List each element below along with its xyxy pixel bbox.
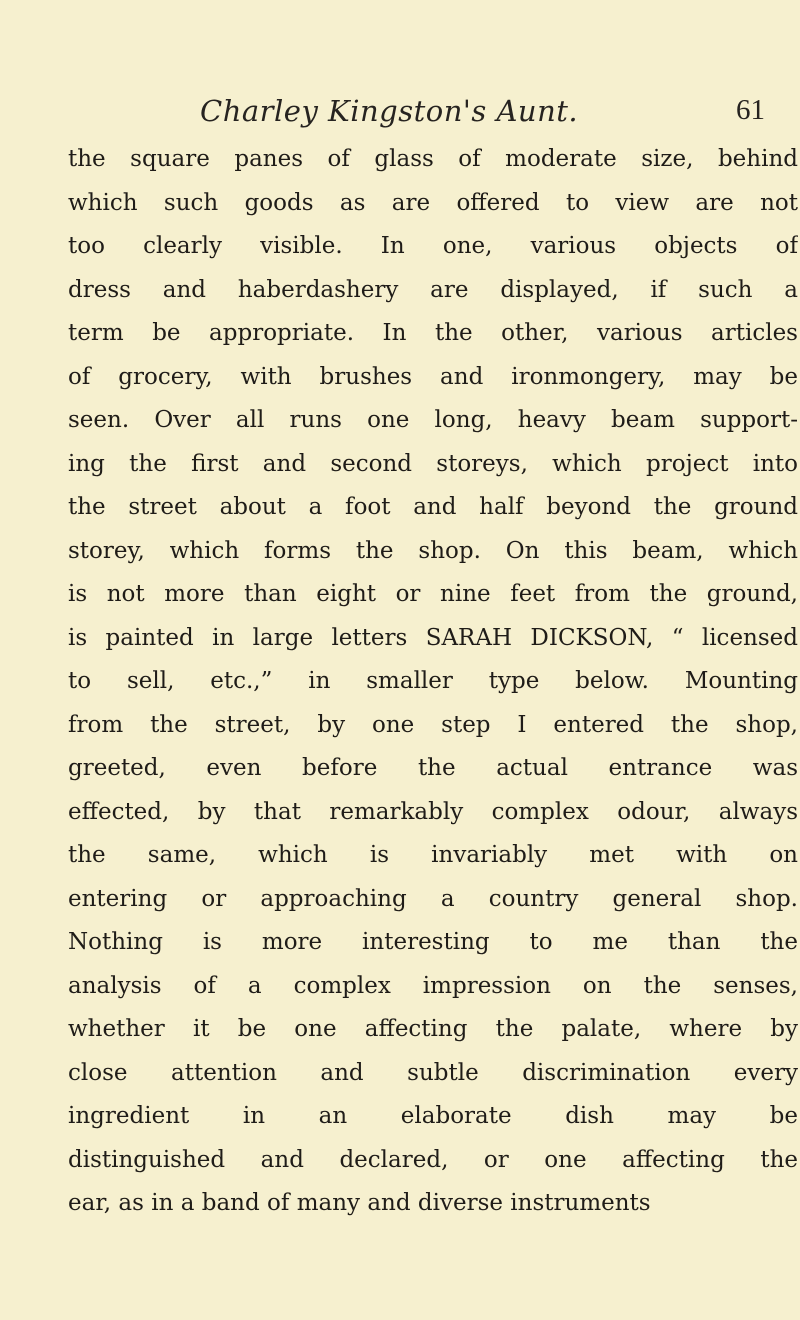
text-line: too clearly visible. In one, various objects of: [68, 233, 798, 259]
text-line: dress and haberdashery are displayed, if such a: [68, 276, 798, 303]
text-line: is painted in large letters SARAH DICKSON, “ licensed: [68, 624, 798, 651]
text-line: close attention and subtle discrimination every: [68, 1059, 798, 1086]
text-line: the square panes of glass of moderate size, behind: [68, 146, 798, 172]
text-line: is not more than eight or nine feet from the ground,: [68, 581, 798, 607]
text-line: term be appropriate. In the other, various articles: [68, 320, 798, 346]
text-line: the same, which is invariably met with on: [68, 842, 798, 868]
text-line: greeted, even before the actual entrance was: [68, 755, 798, 781]
text-line: seen. Over all runs one long, heavy beam support-: [68, 407, 798, 433]
text-line: which such goods as are offered to view are not: [68, 189, 798, 216]
text-line: ingredient in an elaborate dish may be: [68, 1103, 798, 1129]
text-line: from the street, by one step I entered the shop,: [68, 711, 798, 738]
text-line: distinguished and declared, or one affecting the: [68, 1146, 798, 1173]
text-line: effected, by that remarkably complex odour, always: [68, 798, 798, 825]
running-title: Charley Kingston's Aunt.: [200, 94, 579, 128]
text-line: entering or approaching a country general shop.: [68, 885, 798, 912]
text-line: ear, as in a band of many and diverse instruments: [68, 1190, 651, 1216]
text-line: storey, which forms the shop. On this beam, which: [68, 537, 798, 564]
text-line: Nothing is more interesting to me than the: [68, 929, 798, 955]
text-line: whether it be one affecting the palate, where by: [68, 1016, 798, 1042]
body-text: [68, 138, 798, 1226]
text-line: analysis of a complex impression on the senses,: [68, 972, 798, 999]
text-line: to sell, etc.,” in smaller type below. Mounting: [68, 668, 798, 694]
text-line: ing the first and second storeys, which project into: [68, 450, 798, 477]
text-line: of grocery, with brushes and ironmongery, may be: [68, 363, 798, 390]
page-number: 61: [736, 94, 765, 126]
text-line: the street about a foot and half beyond the ground: [68, 494, 798, 520]
